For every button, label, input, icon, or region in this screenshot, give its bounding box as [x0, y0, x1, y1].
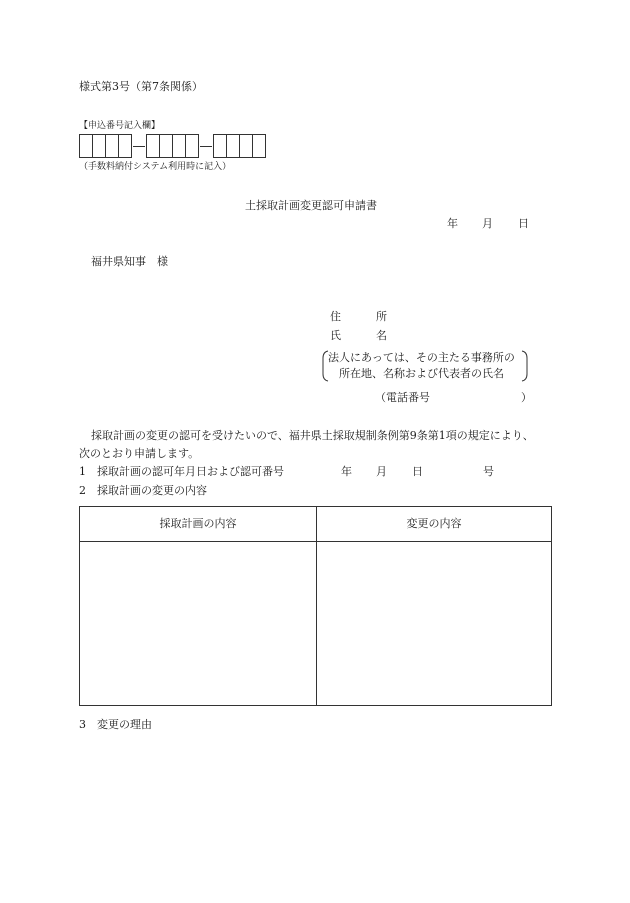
app-number-digit-box[interactable] [252, 134, 266, 158]
item1-day: 日 [412, 465, 423, 478]
item3-label: 変更の理由 [97, 718, 152, 731]
plan-content-cell[interactable] [80, 542, 316, 705]
app-number-separator [200, 146, 212, 147]
item1-no: 号 [483, 465, 494, 478]
name-label-char2: 名 [376, 329, 387, 342]
date-day-label: 日 [518, 217, 529, 230]
app-number-note: （手数料納付システム利用時に記入） [79, 162, 232, 172]
item3-number: 3 [79, 718, 86, 731]
app-number-group-3 [213, 134, 265, 158]
phone-label: （電話番号 [375, 391, 430, 404]
item1-label: 採取計画の認可年月日および認可番号 [97, 465, 284, 478]
app-number-digit-box[interactable] [239, 134, 253, 158]
item1-number: 1 [79, 465, 86, 478]
app-number-digit-box[interactable] [146, 134, 160, 158]
address-label-char1: 住 [330, 310, 341, 323]
phone-close-paren: ） [521, 391, 532, 404]
corporate-note-line2: 所在地、名称および代表者の氏名 [339, 367, 504, 380]
body-text-line1: 採取計画の変更の認可を受けたいので、福井県土採取規制条例第9条第1項の規定により、 [91, 429, 534, 442]
change-content-table [79, 506, 552, 706]
body-text-line2: 次のとおり申請します。 [79, 447, 200, 460]
address-label-char2: 所 [376, 310, 387, 323]
item2-number: 2 [79, 484, 86, 497]
app-number-digit-box[interactable] [213, 134, 227, 158]
app-number-group-1 [79, 134, 131, 158]
date-month-label: 月 [482, 217, 493, 230]
name-label-char1: 氏 [330, 329, 341, 342]
addressee: 福井県知事 様 [91, 255, 168, 268]
table-header-change-content: 変更の内容 [406, 517, 462, 530]
table-header-plan-content: 採取計画の内容 [159, 517, 237, 530]
app-number-digit-box[interactable] [185, 134, 199, 158]
app-number-digit-box[interactable] [172, 134, 186, 158]
app-number-separator [133, 146, 145, 147]
app-number-digit-box[interactable] [105, 134, 119, 158]
application-number-fields [79, 134, 265, 158]
app-number-digit-box[interactable] [226, 134, 240, 158]
corporate-note-bracket [322, 350, 528, 382]
item1-month: 月 [376, 465, 387, 478]
item2-label: 採取計画の変更の内容 [97, 484, 207, 497]
corporate-note-line1: 法人にあっては、その主たる事務所の [328, 351, 515, 364]
item1-year: 年 [341, 465, 352, 478]
app-number-group-2 [146, 134, 198, 158]
change-content-cell[interactable] [317, 542, 551, 705]
app-number-digit-box[interactable] [79, 134, 93, 158]
app-number-digit-box[interactable] [159, 134, 173, 158]
app-number-digit-box[interactable] [118, 134, 132, 158]
page-title: 土採取計画変更認可申請書 [245, 199, 377, 212]
form-number: 様式第3号（第7条関係） [79, 80, 203, 93]
app-number-digit-box[interactable] [92, 134, 106, 158]
app-number-label: 【申込番号記入欄】 [79, 121, 161, 131]
date-year-label: 年 [447, 217, 458, 230]
